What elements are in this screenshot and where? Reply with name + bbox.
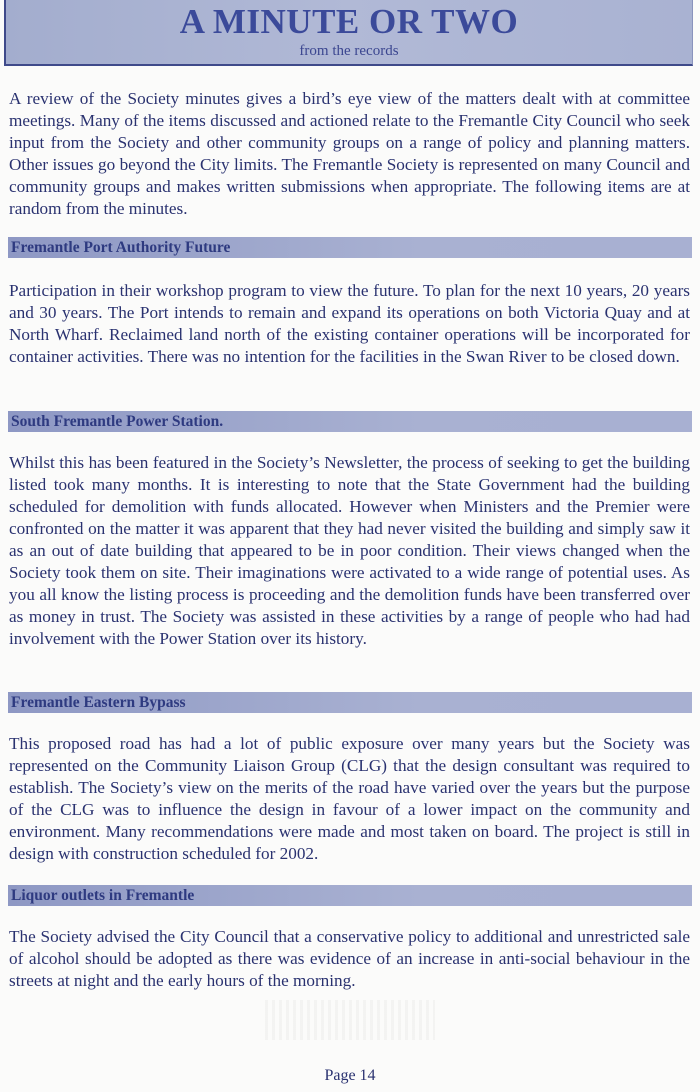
section-heading: Liquor outlets in Fremantle [11,887,195,904]
page-number: Page 14 [324,1067,376,1084]
section-body: Participation in their workshop program to view the future. To plan for the next 10 years, 20 years and 30 years. The Port intends to remain and expand its operations on both Victoria Quay and at North Wharf. Reclaimed land north of the existing container operations will be incorporated for container activities. There was no intention for the facilities in the Swan River to be closed down. [9,281,690,366]
section-heading: Fremantle Port Authority Future [11,239,231,256]
page-subtitle: from the records [299,43,399,59]
section-heading-bar [8,237,692,258]
section-heading: South Fremantle Power Station. [11,413,224,430]
section-body: Whilst this has been featured in the Society’s Newsletter, the process of seeking to get the building listed took many months. It is interesting to note that the State Government had the building scheduled for demolition with funds allocated. However when Ministers and the Premier were confronted on the matter it was apparent that they had never visited the building and simply saw it as an out of date building that appeared to be in poor condition. Their views changed when the Society took them on site. Their imaginations were activated to a wide range of potential uses. As you all know the listing process is proceeding and the demolition funds have been transferred over as money in trust. The Society was assisted in these activities by a range of people who had had involvement with the Power Station over its history. [9,453,690,648]
masthead-banner [4,0,693,66]
section-heading: Fremantle Eastern Bypass [11,694,186,711]
section-heading-bar [8,692,692,713]
show-through-artifact [265,1000,435,1040]
section-heading-bar [8,885,692,906]
section-heading-bar [8,411,692,432]
intro-paragraph: A review of the Society minutes gives a bird’s eye view of the matters dealt with at committee meetings. Many of the items discussed and actioned relate to the Fremantle City Council who seek input from the Society and other community groups on a range of policy and planning matters. Other issues go beyond the City limits. The Fremantle Society is represented on many Council and community groups and makes written submissions when appropriate. The following items are at random from the minutes. [9,89,690,218]
section-body: This proposed road has had a lot of public exposure over many years but the Society was represented on the Community Liaison Group (CLG) that the design consultant was required to establish. The Society’s view on the merits of the road have varied over the years but the purpose of the CLG was to influence the design in favour of a lower impact on the community and environment. Many recommendations were made and most taken on board. The project is still in design with construction scheduled for 2002. [9,734,690,863]
section-body: The Society advised the City Council that a conservative policy to additional and unrestricted sale of alcohol should be adopted as there was evidence of an increase in anti-social behaviour in the streets at night and the early hours of the morning. [9,927,690,990]
page-title: A MINUTE OR TWO [179,2,519,41]
